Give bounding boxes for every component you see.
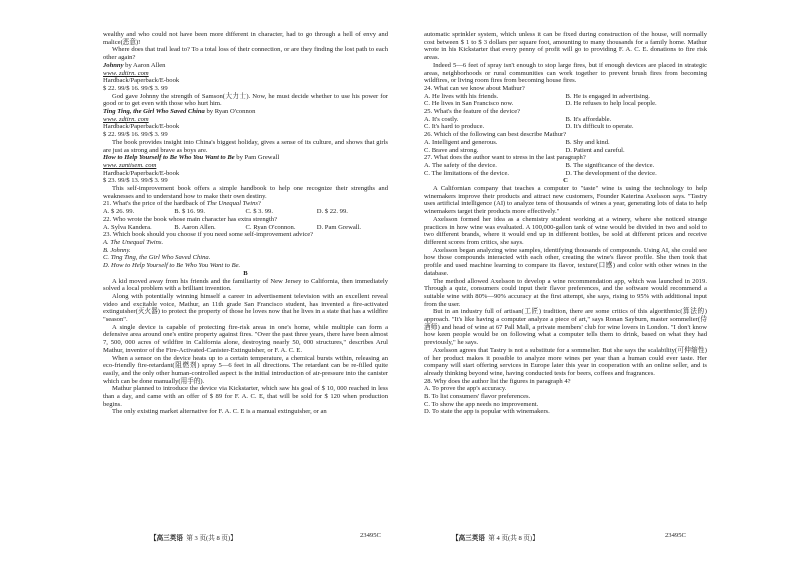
- book-author: by Ryan O'connon: [204, 108, 256, 116]
- option-a: A. The safety of the device.: [424, 161, 497, 169]
- option-a: A. Sylva Kandera.: [103, 223, 152, 231]
- book-entry: [103, 108, 388, 154]
- option-a: A. It's costly.: [424, 115, 459, 123]
- question-23: 23. Which book should you choose if you need some self-improvement advice? A. The Unequal Twins. B. Johnny. C. Ting Ting, the Girl Who Saved China. D. How to Help Yourself to Be Who You Want to Be.: [103, 231, 388, 270]
- option-d: D. $ 22. 99.: [316, 208, 348, 216]
- footer-code: 23495C: [665, 532, 686, 539]
- option-d: D. How to Help Yourself to Be Who You Want to Be.: [103, 262, 241, 270]
- footer-page: 第 3 页(共 8 页)】: [186, 535, 237, 542]
- book-formats: Hardback/Paperback/E-book: [103, 169, 180, 177]
- book-formats: Hardback/Paperback/E-book: [103, 77, 180, 85]
- question-24: 24. What can we know about Mathur? A. He lives with his friends. B. He is engaged in advertising. C. He lives in San Francisco now. D. He refuses to help local people.: [424, 85, 707, 108]
- passage-paragraph: When a sensor on the device heats up to a certain temperature, a chemical bursts within, releasing an eco-friendly fire-retardant(阻燃剂) spray 5—6 feet in all directions. The retardant can be re-filled quite easily, and the only other human-controlled aspect is the initial introduction of air-pressure into the canister which can be done manually(用手的).: [103, 354, 388, 385]
- passage-paragraph: Mathur planned to introduce the device via Kickstarter, which saw his goal of $ 10, 000 reached in less than a day, and came with an offer of $ 89 for F. A. C. E, that will be sold for $ 120 when production begins.: [103, 385, 388, 408]
- book-title: Ting Ting, the Girl Who Saved China: [103, 108, 205, 116]
- option-b: B. To list consumers' flavor preferences.: [424, 393, 531, 401]
- page-footer: [150, 532, 237, 542]
- book-description: This self-improvement book offers a simple handbook to help one recognize their strengths and weaknesses and to understand how to make their own destiny.: [103, 185, 388, 200]
- option-d: D. The development of the device.: [565, 169, 657, 177]
- option-a: A. He lives with his friends.: [424, 92, 499, 100]
- option-c: C. To show the app needs no improvement.: [424, 400, 539, 408]
- option-a: A. The Unequal Twins.: [103, 238, 164, 246]
- passage-paragraph: Indeed 5—6 feet of spray isn't enough to stop large fires, but if enough devices are placed in strategic areas, neighborhoods or rural communities can work together to prevent brush fires from becoming wildfires, or living room fires from becoming house fires.: [424, 61, 707, 85]
- option-d: D. To state the app is popular with winemakers.: [424, 408, 550, 416]
- option-b: B. $ 16. 99.: [174, 208, 206, 216]
- option-d: D. He refuses to help local people.: [565, 100, 657, 108]
- passage-paragraph: The method allowed Axelsson to develop a wine recommendation app, which was launched in 2019. Through a quiz, consumers could input their flavor preferences, and the software would recommend a suitable wine with 80%—90% accuracy at the first attempt, she says, rising to 95% with additional input from the user.: [424, 277, 707, 308]
- book-prices: $ 22. 99/$ 16. 99/$ 3. 99: [103, 84, 168, 92]
- book-prices: $ 23. 99/$ 13. 99/$ 3. 99: [103, 177, 168, 185]
- book-description: The book provides insight into China's biggest holiday, gives a sense of its culture, and shows that girls are just as strong and brave as boys are.: [103, 138, 388, 154]
- option-b: B. The significance of the device.: [565, 161, 655, 169]
- right-page: [397, 0, 794, 562]
- option-c: C. Ting Ting, the Girl Who Saved China.: [103, 254, 211, 262]
- passage-paragraph: A Californian company that teaches a computer to "taste" wine is using the technology to help winemakers improve their products and attract new customers, Founder Katerina Axelsson says. "Tastry uses artificial intelligence (AI) to analyze tens of thousands of wines a year, generating lots of data to help winemakers target their products more effectively.": [424, 185, 707, 216]
- option-d: D. Patient and careful.: [565, 146, 625, 154]
- book-title: How to Help Yourself to Be Who You Want to Be: [103, 154, 235, 162]
- option-b: B. Shy and kind.: [565, 138, 610, 146]
- passage-paragraph: Axelsson formed her idea as a chemistry student working at a winery, where she noticed strange practices in how wine was evaluated. A 100,000-gallon tank of wine would be divided in two and sold to two different brands, where it would end up in different bottles, be sold at different prices and receive different scores from critics, she says.: [424, 215, 707, 246]
- option-b: B. Aaron Allen.: [174, 223, 216, 231]
- option-c: C. Brave and strong.: [424, 146, 479, 154]
- option-a: A. Intelligent and generous.: [424, 138, 498, 146]
- option-d: D. Pam Grewall.: [316, 223, 362, 231]
- passage-paragraph: The only existing market alternative for F. A. C. E is a manual extinguisher, or an: [112, 408, 327, 416]
- section-heading: B: [243, 269, 248, 277]
- book-author: by Pam Grewall: [234, 154, 280, 162]
- question-27: 27. What does the author want to stress in the last paragraph? A. The safety of the device. B. The significance of the device. C. The limitations of the device. D. The development of the device.: [424, 154, 707, 177]
- book-site: www. zantisem. com: [103, 161, 157, 169]
- book-author: by Aaron Allen: [123, 61, 166, 69]
- option-b: B. It's affordable.: [565, 115, 612, 123]
- book-title: Johnny: [103, 61, 124, 69]
- question-22: 22. Who wrote the book whose main character has extra strength? A. Sylva Kandera. B. Aaron Allen. C. Ryan O'connon. D. Pam Grewall.: [103, 216, 388, 231]
- book-description: God gave Johnny the strength of Samson(大力士). Now, he must decide whether to use his power for good or to get even with those who hurt him.: [103, 92, 388, 108]
- book-site: www. zdtirn. com: [103, 69, 149, 77]
- question-26: 26. Which of the following can best describe Mathur? A. Intelligent and generous. B. Shy and kind. C. Brave and strong. D. Patient and careful.: [424, 131, 707, 154]
- book-site: www. zdtirn. com: [103, 115, 149, 123]
- option-b: B. He is engaged in advertising.: [565, 92, 650, 100]
- option-d: D. It's difficult to operate.: [565, 123, 634, 131]
- book-entry: [103, 154, 388, 200]
- intro-paragraph: Where does that trail lead to? To a total loss of their connection, or are they finding the lost path to each other again?: [103, 46, 388, 62]
- passage-paragraph: automatic sprinkler system, which unless it can be fixed during construction of the house, will normally cost between $ 1 to $ 3 dollars per square foot, amounting to many thousands for a family home. Mathur wrote in his Kickstarter that every penny of profit will go to providing F. A. C. E. donations to fire risk areas.: [424, 31, 707, 62]
- right-column: [424, 31, 707, 416]
- page-footer: [452, 532, 539, 542]
- option-c: C. $ 3. 99.: [245, 208, 273, 216]
- left-column: [103, 31, 388, 416]
- book-entry: [103, 62, 388, 108]
- passage-paragraph: Axelsson began analyzing wine samples, identifying thousands of compounds. Using AI, she could see how those compounds interacted with each other, creating the wine's flavor profile. She then took that profile and used machine learning to compare its flavor, texture(口感) and color with other wines in the database.: [424, 246, 707, 277]
- question-21: 21. What's the price of the hardback of The Unequal Twins? A. $ 26. 99. B. $ 16. 99. C. $ 3. 99. D. $ 22. 99.: [103, 200, 388, 215]
- option-a: A. $ 26. 99.: [103, 208, 135, 216]
- option-c: C. The limitations of the device.: [424, 169, 510, 177]
- question-28: 28. Why does the author list the figures in paragraph 4? A. To prove the app's accuracy. B. To list consumers' flavor preferences. C. To show the app needs no improvement. D. To state the app is popular with winemakers.: [424, 378, 707, 417]
- option-c: C. Ryan O'connon.: [245, 223, 296, 231]
- footer-page: 第 4 页(共 8 页)】: [488, 535, 539, 542]
- passage-paragraph: But in an industry full of artisan(工匠) tradition, there are some critics of this algorithmic(算法的) approach. "It's like having a computer analyze a piece of art," says Ronan Sayburn, master sommelier(侍酒师) and head of wine at 67 Pall Mall, a private members' club for wine lovers in London. "I don't know how keen people would be on following what a computer tells them to drink, based on what they had previously," he says.: [424, 308, 707, 347]
- footer-subject: 【高三英语: [150, 535, 183, 542]
- book-formats: Hardback/Paperback/E-book: [103, 123, 180, 131]
- option-c: C. It's hard to produce.: [424, 123, 485, 131]
- footer-code: 23495C: [360, 532, 381, 539]
- option-a: A. To prove the app's accuracy.: [424, 385, 507, 393]
- passage-paragraph: Along with potentially winning himself a career in advertisement television with an excellent reveal video and excitable voice, Mathur, an 11th grade San Francisco student, has invented a fire-activated extinguisher(灭火器) to protect the property of those he loves now that he lives in a state that has a wildfire "season".: [103, 292, 388, 324]
- passage-paragraph: A kid moved away from his friends and the familiarity of New Jersey to California, then immediately solved a local problem with a brilliant invention.: [103, 277, 388, 293]
- section-heading: C: [563, 177, 568, 185]
- passage-paragraph: Axelsson agrees that Tastry is not a substitute for a sommelier. But she says the scalability(可伸缩性) of her product makes it possible to analyze more wines per year than a human could ever taste. Her company will start offering services in Europe later this year in cooperation with an online seller, and is already thinking beyond wine, having conducted tests for beers, coffees and fragrances.: [424, 346, 707, 377]
- intro-paragraph: wealthy and who could not have been more different in character, had to go through a hell of envy and malice(恶意)!: [103, 31, 388, 46]
- passage-paragraph: A single device is capable of protecting fire-risk areas in one's home, while multiple can form a defensive area around one's entire property against fires. "Over the past three years, there have been almost 7, 500, 000 acres of wildfire in California alone, destroying nearly 50, 000 structures," describes Arul Mathur, inventor of the Fire-Activated-Canister-Extinguisher, or F. A. C. E.: [103, 323, 388, 354]
- option-b: B. Johnny.: [103, 246, 131, 254]
- footer-subject: 【高三英语: [452, 535, 485, 542]
- question-25: 25. What's the feature of the device? A. It's costly. B. It's affordable. C. It's hard to produce. D. It's difficult to operate.: [424, 108, 707, 131]
- option-c: C. He lives in San Francisco now.: [424, 100, 514, 108]
- book-prices: $ 22. 99/$ 16. 99/$ 3. 99: [103, 131, 168, 139]
